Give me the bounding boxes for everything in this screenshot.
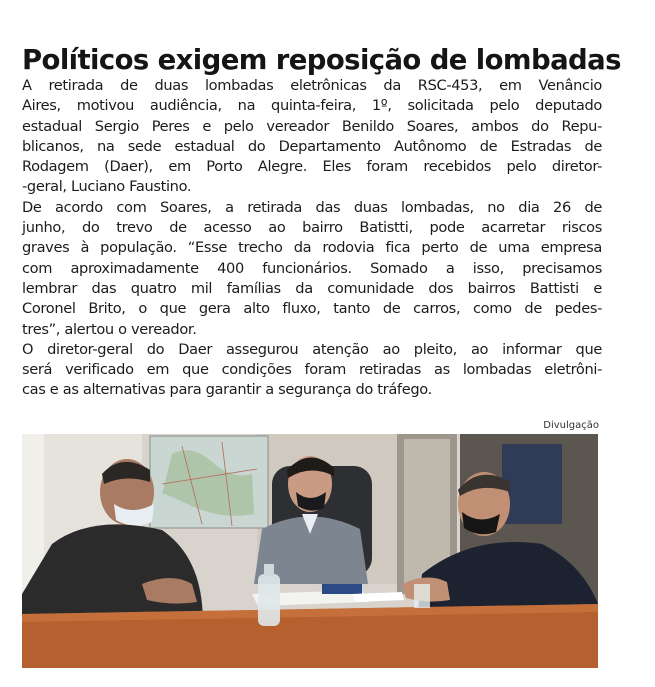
text-line: cas e as alternativas para garantir a segurança do tráfego. — [22, 381, 432, 399]
text-line: junho, do trevo de acesso ao bairro Batistti, pode acarretar riscos — [22, 219, 602, 237]
text-line: lembrar das quatro mil famílias da comunidade dos bairros Battisti e — [22, 279, 602, 297]
article-paragraph — [22, 76, 602, 198]
headline: Políticos exigem reposição de lombadas — [22, 44, 621, 76]
text-line: O diretor-geral do Daer assegurou atenção ao pleito, ao informar que — [22, 340, 602, 358]
meeting-photo — [22, 434, 598, 668]
text-line: com aproximadamente 400 funcionários. Somado a isso, precisamos — [22, 259, 602, 277]
text-line: blicanos, na sede estadual do Departamento Autônomo de Estradas de — [22, 137, 602, 155]
text-line: Aires, motivou audiência, na quinta-feira, 1º, solicitada pelo deputado — [22, 97, 602, 115]
text-line: De acordo com Soares, a retirada das duas lombadas, no dia 26 de — [22, 198, 602, 216]
article-body — [22, 76, 602, 401]
news-article — [22, 44, 621, 401]
text-line: será verificado em que condições foram retiradas as lombadas eletrôni- — [22, 361, 602, 379]
text-line: tres”, alertou o vereador. — [22, 320, 197, 338]
text-line: Coronel Brito, o que gera alto fluxo, tanto de carros, como de pedes- — [22, 300, 602, 318]
text-line: graves à população. “Esse trecho da rodovia fica perto de uma empresa — [22, 239, 602, 257]
text-line: A retirada de duas lombadas eletrônicas da RSC-453, em Venâncio — [22, 77, 602, 94]
text-line: -geral, Luciano Faustino. — [22, 178, 192, 196]
article-paragraph — [22, 340, 602, 401]
text-line: Rodagem (Daer), em Porto Alegre. Eles foram recebidos pelo diretor- — [22, 158, 602, 176]
photo-credit: Divulgação — [543, 420, 599, 431]
text-line: estadual Sergio Peres e pelo vereador Benildo Soares, ambos do Repu- — [22, 117, 602, 135]
article-paragraph — [22, 198, 602, 340]
